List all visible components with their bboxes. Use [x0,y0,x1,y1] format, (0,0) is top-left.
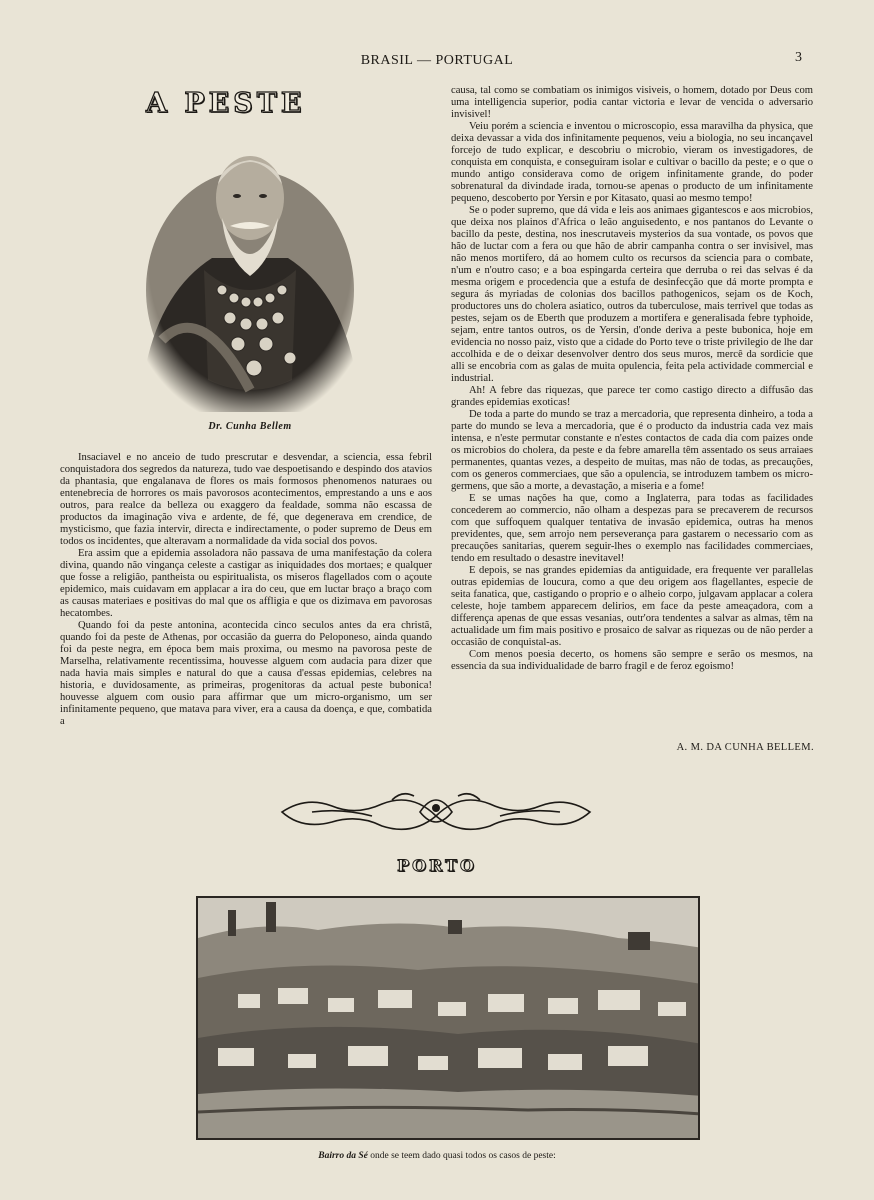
photo-caption-place: Bairro da Sé [318,1151,368,1161]
paragraph: Era assim que a epidemia assoladora não passava de uma manifestação da colera divina, quando não vingança celeste a castigar as iniquidades dos mortaes; e qualquer que fosse a religião, pantheista ou espiritualista, os miseros flagellados com o açoute epidemico, mais cuidavam em applacar a ira do ceu, que em luctar braço a braço com as causas materiaes e positivas do mal que os affligia e que os dizimava em pavorosas hecatombes. [60,548,432,619]
city-photograph [196,896,700,1140]
article-right-column [451,85,813,673]
paragraph: E depois, se nas grandes epidemias da antiguidade, era frequente ver parallelas outras epidemias de loucura, como a que deu origem aos flagellantes, especie de seita fanatica, que, castigando o proprio e o alheio corpo, julgavam applacar a colera celeste, hoje tambem apparecem delirios, em face da peste ameaçadora, com a differença apenas de que essas vesanias, outr'ora tendentes a salvar as almas, têm na actualidade um fim mais positivo e prosaico de salvar as riquezas ou de não perder a occasião de conquistal-as. [451,565,813,648]
author-signature: A. M. DA CUNHA BELLEM. [676,742,814,753]
decorative-ornament [272,786,600,840]
photo-caption-text: onde se teem dado quasi todos os casos de peste: [370,1151,556,1161]
photo-caption [0,1151,874,1161]
paragraph: Ah! A febre das riquezas, que parece ter como castigo directo a diffusão das grandes epidemias exoticas! [451,385,813,408]
paragraph: Veiu porém a sciencia e inventou o microscopio, essa maravilha da physica, que deixa devassar a vida dos infinitamente pequenos, veiu a biologia, no seu incançavel forcejo de tudo explicar, e descobriu o microbio, vieram os investigadores, de conquista em conquista, e conseguiram isolar e cultivar o bacillo da peste; e o que o mundo antigo considerava como de origem infinitamente grande, do poder sobrenatural da divindade irada, tornou-se apenas o producto de um infinitamente pequeno, descoberto por Yersin e por Kitasato, quasi ao mesmo tempo! [451,121,813,204]
section-title: PORTO [397,856,477,875]
paragraph: De toda a parte do mundo se traz a mercadoria, que representa dinheiro, a toda a parte do mundo se leva a mercadoria, que é o producto da industria cada vez mais intensa, e n'este permutar constante e n'estes contactos de cada dia com paizes onde os microbios do cholera, da peste e da febre amarella têm assentado os seus arraiaes permanentes, quantas vezes, a despeito de muitas, mas não de todas, as precauções, com os generos commerciaes, que são a opulencia, se introduzem tambem os micro-germens, que são a morte, a devastação, a miseria e a fome! [451,409,813,492]
article-left-column [60,452,432,728]
paragraph: E se umas nações ha que, como a Inglaterra, para todas as facilidades concederem ao commercio, não olham a despezas para se precaverem de recursos com que suffoquem qualquer tentativa de invasão epidemica, outras ha menos previdentes, que, sem arrojo nem perseverança para gastarem o necessario com as precauções sanitarias, querem seguir-lhes o exemplo nas facilidades commerciaes, tendo em resultado o desastre inevitavel! [451,493,813,564]
paragraph: causa, tal como se combatiam os inimigos visiveis, o homem, dotado por Deus com uma intelligencia superior, podia cantar victoria e levar de vencida o adversario invisivel! [451,85,813,120]
paragraph: Insaciavel e no anceio de tudo prescrutar e desvendar, a sciencia, essa febril conquistadora dos segredos da natureza, tudo vae despoetisando e despindo dos atavios da phantasia, que engalanava de flores os mais formosos phenomenos naturaes ou entenebrecia de horrores os mais pavorosos acontecimentos, emprestando a uns e aos outros, para realce da belleza ou exaggero da fealdade, somma não escassa de productos da imaginação viva e ardente, de fé, que degenerava em crendice, de mysticismo, que fazia intervir, directa e indirectamente, o poder supremo de Deus em todos os incidentes, que alteravam a normalidade da vida social dos povos. [60,452,432,547]
page-number: 3 [795,50,802,65]
running-head: BRASIL — PORTUGAL [360,53,514,68]
paragraph: Com menos poesia decerto, os homens são sempre e serão os mesmos, na essencia da sua individualidade de barro fragil e de feroz egoismo! [451,649,813,672]
portrait-engraving [142,140,358,412]
article-title: A PESTE [146,88,306,119]
portrait-caption: Dr. Cunha Bellem [208,421,292,432]
paragraph: Quando foi da peste antonina, acontecida cinco seculos antes da era christã, quando foi da peste de Athenas, por occasião da guerra do Peloponeso, ainda quando foi da peste negra, em época bem mais proxima, ou mesmo na pavorosa peste de Marselha, relativamente recentissima, houvesse alguem com audacia para dizer que nada havia mais simples e natural do que a causa d'essas epidemias, celebres na historia, e duvidosamente, as primeiras, progenitoras da actual peste bubonica! houvesse alguem com ousio para affirmar que um micro-organismo, um ser infinitamente pequeno, que matava para viver, era a causa da doença, e que, combatida a [60,620,432,727]
paragraph: Se o poder supremo, que dá vida e leis aos animaes gigantescos e aos microbios, que deixa nos plainos d'Africa o leão anguisedento, e nos pantanos do Levante o bacillo da peste, destina, nos inescrutaveis mysterios da sua vontade, os povos que hão de luctar com a fera ou que hão de abrir campanha contra o ser invisivel, mas não menos mortifero, dá ao homem culto os recursos da sciencia para o combate, n'um e n'outro caso; e a boa espingarda certeira que derruba o rei das selvas é da mesma origem e procedencia que a estufa de desinfecção que dá morte prompta e segura ás myriadas de colonias dos bacillos pathogenicos, sejam os de Koch, productores uns do cholera asiatico, outros da tuberculose, mais terrivel que todas as pestes, sejam os de Eberth que produzem a mortifera e generalisada febre typhoide, sejam, entre tantos outros, os de Yersin, d'onde deriva a peste bubonica, hoje em evidencia no nosso paiz, visto que a cidade do Porto teve o triste privilegio de lhe dar accolhida e de o deixar desenvolver dentro dos seus muros, mercê da sordicie que alli se encobria com as galas de muita opulencia, feita pela actividade commercial e industrial. [451,205,813,384]
